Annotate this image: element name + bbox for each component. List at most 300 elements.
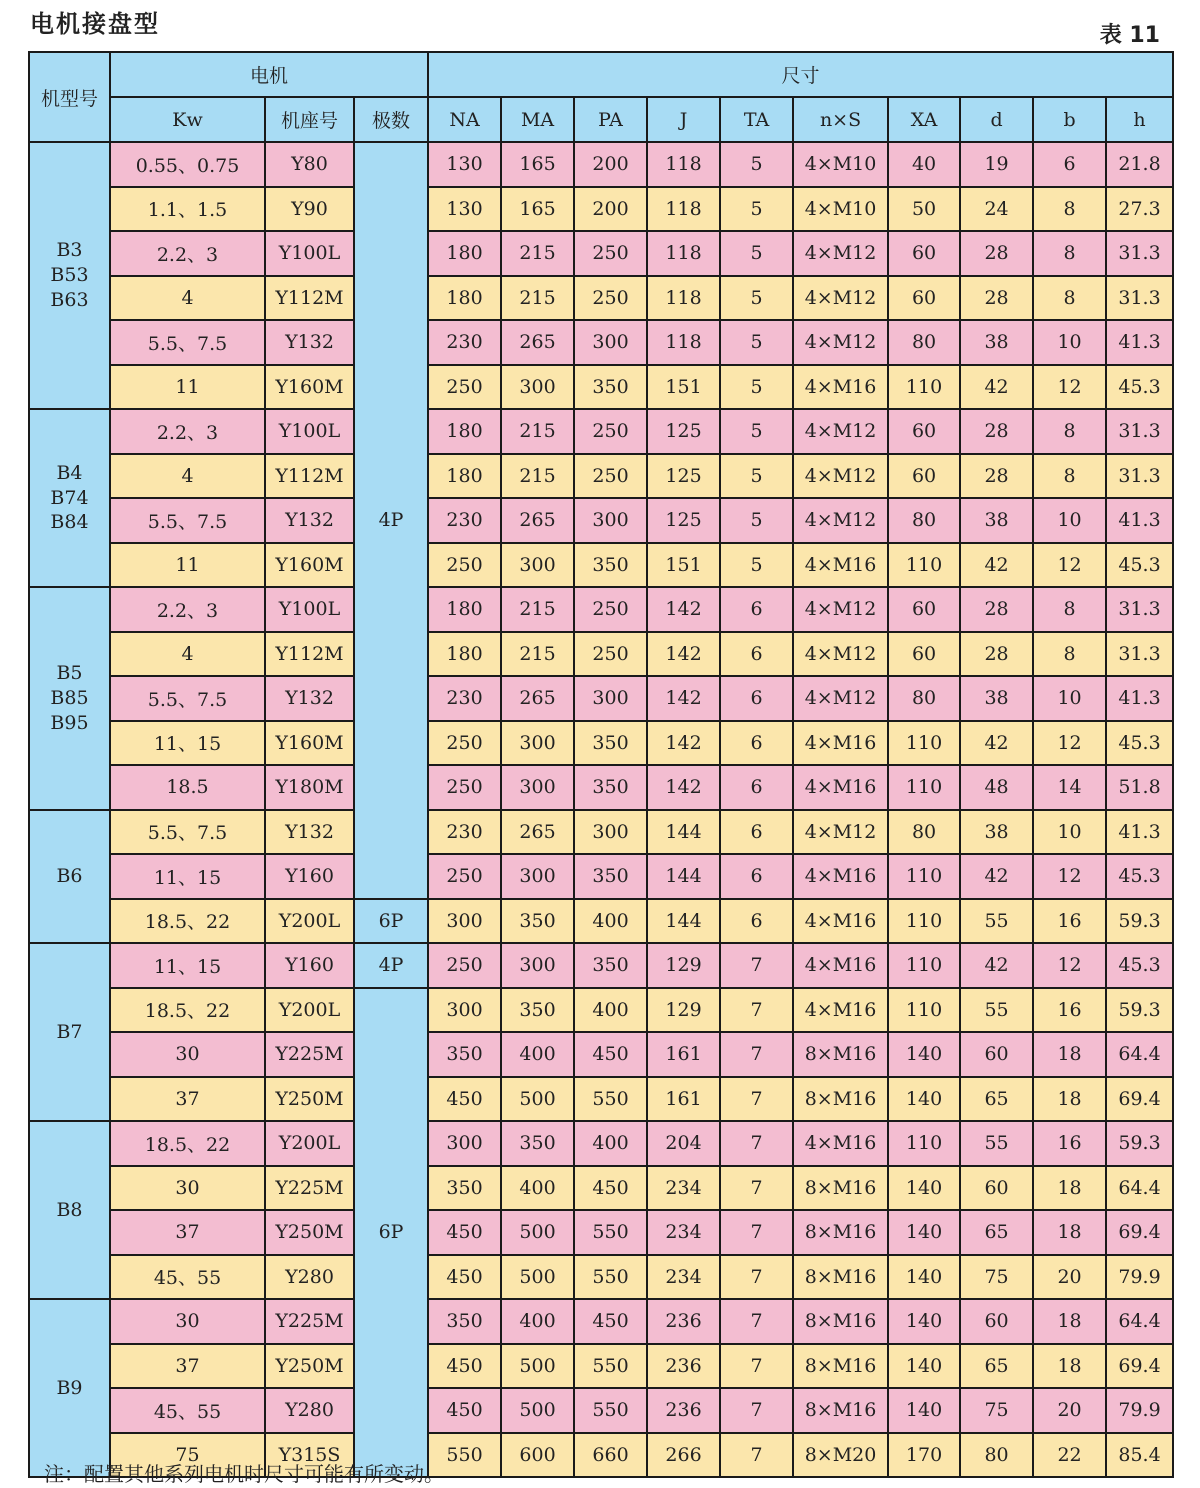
ma-cell: 500 xyxy=(501,1210,574,1255)
na-cell: 130 xyxy=(428,142,501,187)
b-cell: 6 xyxy=(1033,142,1106,187)
xa-cell: 60 xyxy=(888,231,960,276)
j-cell: 142 xyxy=(647,632,720,677)
h-cell: 41.3 xyxy=(1106,810,1173,855)
d-cell: 28 xyxy=(960,276,1033,321)
ma-cell: 500 xyxy=(501,1388,574,1433)
ma-cell: 350 xyxy=(501,899,574,944)
b-cell: 16 xyxy=(1033,899,1106,944)
ta-cell: 7 xyxy=(720,1388,793,1433)
b-cell: 10 xyxy=(1033,810,1106,855)
j-cell: 118 xyxy=(647,142,720,187)
nxs-cell: 4×M16 xyxy=(793,1121,888,1166)
nxs-cell: 4×M12 xyxy=(793,498,888,543)
b-cell: 8 xyxy=(1033,231,1106,276)
na-cell: 350 xyxy=(428,1166,501,1211)
d-cell: 65 xyxy=(960,1344,1033,1389)
xa-cell: 40 xyxy=(888,142,960,187)
pa-cell: 250 xyxy=(574,276,647,321)
frame-cell: Y250M xyxy=(265,1344,354,1389)
pa-cell: 450 xyxy=(574,1032,647,1077)
xa-cell: 80 xyxy=(888,498,960,543)
b-cell: 8 xyxy=(1033,632,1106,677)
type-label: B9 xyxy=(56,1376,83,1399)
h-cell: 85.4 xyxy=(1106,1433,1173,1478)
b-cell: 20 xyxy=(1033,1255,1106,1300)
table-row xyxy=(29,320,1173,365)
b-cell: 12 xyxy=(1033,854,1106,899)
pa-cell: 550 xyxy=(574,1255,647,1300)
h-cell: 31.3 xyxy=(1106,454,1173,499)
ta-cell: 5 xyxy=(720,320,793,365)
kw-cell: 18.5、22 xyxy=(110,899,265,944)
h-cell: 51.8 xyxy=(1106,765,1173,810)
pa-cell: 550 xyxy=(574,1344,647,1389)
b-cell: 18 xyxy=(1033,1344,1106,1389)
na-cell: 180 xyxy=(428,409,501,454)
kw-cell: 30 xyxy=(110,1032,265,1077)
h-cell: 45.3 xyxy=(1106,543,1173,588)
kw-cell: 11、15 xyxy=(110,943,265,988)
h-cell: 59.3 xyxy=(1106,899,1173,944)
frame-cell: Y200L xyxy=(265,988,354,1033)
j-cell: 125 xyxy=(647,454,720,499)
j-cell: 151 xyxy=(647,543,720,588)
dimension-table xyxy=(28,51,1174,1478)
ta-cell: 7 xyxy=(720,1166,793,1211)
b-cell: 18 xyxy=(1033,1032,1106,1077)
frame-cell: Y160M xyxy=(265,365,354,410)
j-cell: 118 xyxy=(647,231,720,276)
b-cell: 12 xyxy=(1033,543,1106,588)
ta-cell: 7 xyxy=(720,1255,793,1300)
d-cell: 75 xyxy=(960,1255,1033,1300)
ta-cell: 7 xyxy=(720,1299,793,1344)
b-cell: 14 xyxy=(1033,765,1106,810)
na-cell: 250 xyxy=(428,854,501,899)
kw-cell: 5.5、7.5 xyxy=(110,498,265,543)
pa-cell: 300 xyxy=(574,498,647,543)
j-cell: 125 xyxy=(647,409,720,454)
ta-cell: 5 xyxy=(720,365,793,410)
ta-cell: 6 xyxy=(720,632,793,677)
h-cell: 41.3 xyxy=(1106,320,1173,365)
table-row xyxy=(29,1077,1173,1122)
ta-cell: 6 xyxy=(720,765,793,810)
pole-cell: 6P xyxy=(354,988,428,1478)
b-cell: 8 xyxy=(1033,454,1106,499)
d-cell: 42 xyxy=(960,854,1033,899)
ma-cell: 400 xyxy=(501,1299,574,1344)
b-cell: 10 xyxy=(1033,498,1106,543)
na-cell: 230 xyxy=(428,320,501,365)
frame-cell: Y160M xyxy=(265,543,354,588)
h-cell: 64.4 xyxy=(1106,1032,1173,1077)
d-cell: 48 xyxy=(960,765,1033,810)
nxs-cell: 4×M16 xyxy=(793,899,888,944)
ta-cell: 6 xyxy=(720,810,793,855)
na-cell: 550 xyxy=(428,1433,501,1478)
frame-cell: Y160 xyxy=(265,854,354,899)
table-row xyxy=(29,721,1173,766)
table-row xyxy=(29,1121,1173,1166)
pa-cell: 250 xyxy=(574,454,647,499)
kw-cell: 37 xyxy=(110,1210,265,1255)
b-cell: 8 xyxy=(1033,587,1106,632)
nxs-cell: 4×M16 xyxy=(793,543,888,588)
type-label: B84 xyxy=(50,511,89,534)
table-row xyxy=(29,543,1173,588)
kw-cell: 5.5、7.5 xyxy=(110,676,265,721)
j-cell: 161 xyxy=(647,1077,720,1122)
frame-cell: Y100L xyxy=(265,409,354,454)
ma-cell: 500 xyxy=(501,1255,574,1300)
pa-cell: 250 xyxy=(574,587,647,632)
nxs-cell: 4×M12 xyxy=(793,231,888,276)
header-na: NA xyxy=(428,97,501,142)
b-cell: 12 xyxy=(1033,943,1106,988)
na-cell: 350 xyxy=(428,1299,501,1344)
frame-cell: Y112M xyxy=(265,276,354,321)
na-cell: 230 xyxy=(428,676,501,721)
frame-cell: Y200L xyxy=(265,899,354,944)
frame-cell: Y250M xyxy=(265,1210,354,1255)
footnote: 注：配置其他系列电机时尺寸可能有所变动。 xyxy=(44,1462,444,1486)
kw-cell: 37 xyxy=(110,1344,265,1389)
pa-cell: 250 xyxy=(574,409,647,454)
j-cell: 236 xyxy=(647,1299,720,1344)
h-cell: 41.3 xyxy=(1106,676,1173,721)
j-cell: 125 xyxy=(647,498,720,543)
header-type: 机型号 xyxy=(29,52,110,142)
ma-cell: 265 xyxy=(501,320,574,365)
frame-cell: Y280 xyxy=(265,1255,354,1300)
ta-cell: 7 xyxy=(720,1344,793,1389)
ma-cell: 350 xyxy=(501,988,574,1033)
header-kw: Kw xyxy=(110,97,265,142)
type-label: B63 xyxy=(50,288,89,311)
frame-cell: Y200L xyxy=(265,1121,354,1166)
b-cell: 12 xyxy=(1033,721,1106,766)
nxs-cell: 4×M16 xyxy=(793,365,888,410)
frame-cell: Y132 xyxy=(265,498,354,543)
kw-cell: 4 xyxy=(110,632,265,677)
d-cell: 55 xyxy=(960,899,1033,944)
na-cell: 230 xyxy=(428,810,501,855)
b-cell: 12 xyxy=(1033,365,1106,410)
pa-cell: 250 xyxy=(574,231,647,276)
ma-cell: 350 xyxy=(501,1121,574,1166)
table-row xyxy=(29,632,1173,677)
table-row xyxy=(29,1166,1173,1211)
ma-cell: 215 xyxy=(501,454,574,499)
na-cell: 180 xyxy=(428,276,501,321)
frame-cell: Y112M xyxy=(265,454,354,499)
j-cell: 118 xyxy=(647,276,720,321)
pa-cell: 200 xyxy=(574,187,647,232)
table-row xyxy=(29,854,1173,899)
pa-cell: 350 xyxy=(574,721,647,766)
b-cell: 10 xyxy=(1033,320,1106,365)
kw-cell: 30 xyxy=(110,1166,265,1211)
h-cell: 41.3 xyxy=(1106,498,1173,543)
frame-cell: Y132 xyxy=(265,676,354,721)
pa-cell: 660 xyxy=(574,1433,647,1478)
xa-cell: 80 xyxy=(888,320,960,365)
na-cell: 300 xyxy=(428,1121,501,1166)
header-ta: TA xyxy=(720,97,793,142)
kw-cell: 5.5、7.5 xyxy=(110,810,265,855)
xa-cell: 110 xyxy=(888,988,960,1033)
d-cell: 28 xyxy=(960,231,1033,276)
na-cell: 180 xyxy=(428,632,501,677)
pa-cell: 400 xyxy=(574,988,647,1033)
b-cell: 22 xyxy=(1033,1433,1106,1478)
pa-cell: 200 xyxy=(574,142,647,187)
ta-cell: 6 xyxy=(720,854,793,899)
nxs-cell: 8×M16 xyxy=(793,1344,888,1389)
na-cell: 300 xyxy=(428,899,501,944)
xa-cell: 140 xyxy=(888,1255,960,1300)
nxs-cell: 8×M16 xyxy=(793,1299,888,1344)
nxs-cell: 4×M16 xyxy=(793,854,888,899)
na-cell: 250 xyxy=(428,365,501,410)
na-cell: 180 xyxy=(428,587,501,632)
table-row xyxy=(29,810,1173,855)
table-row xyxy=(29,988,1173,1033)
nxs-cell: 4×M16 xyxy=(793,765,888,810)
xa-cell: 140 xyxy=(888,1077,960,1122)
table-row xyxy=(29,409,1173,454)
b-cell: 8 xyxy=(1033,276,1106,321)
na-cell: 450 xyxy=(428,1388,501,1433)
pa-cell: 550 xyxy=(574,1388,647,1433)
d-cell: 42 xyxy=(960,365,1033,410)
na-cell: 130 xyxy=(428,187,501,232)
b-cell: 18 xyxy=(1033,1166,1106,1211)
ma-cell: 300 xyxy=(501,765,574,810)
xa-cell: 110 xyxy=(888,854,960,899)
table-row xyxy=(29,899,1173,944)
type-label: B7 xyxy=(56,1020,83,1043)
h-cell: 69.4 xyxy=(1106,1077,1173,1122)
j-cell: 118 xyxy=(647,187,720,232)
h-cell: 45.3 xyxy=(1106,943,1173,988)
j-cell: 236 xyxy=(647,1344,720,1389)
xa-cell: 140 xyxy=(888,1388,960,1433)
frame-cell: Y250M xyxy=(265,1077,354,1122)
h-cell: 64.4 xyxy=(1106,1299,1173,1344)
kw-cell: 11、15 xyxy=(110,854,265,899)
header-j: J xyxy=(647,97,720,142)
j-cell: 204 xyxy=(647,1121,720,1166)
d-cell: 28 xyxy=(960,587,1033,632)
ma-cell: 215 xyxy=(501,409,574,454)
frame-cell: Y315S xyxy=(265,1433,354,1478)
d-cell: 55 xyxy=(960,988,1033,1033)
na-cell: 230 xyxy=(428,498,501,543)
pa-cell: 300 xyxy=(574,320,647,365)
b-cell: 18 xyxy=(1033,1299,1106,1344)
pa-cell: 550 xyxy=(574,1210,647,1255)
d-cell: 28 xyxy=(960,454,1033,499)
d-cell: 42 xyxy=(960,721,1033,766)
h-cell: 45.3 xyxy=(1106,365,1173,410)
header-pa: PA xyxy=(574,97,647,142)
kw-cell: 2.2、3 xyxy=(110,587,265,632)
d-cell: 65 xyxy=(960,1210,1033,1255)
h-cell: 69.4 xyxy=(1106,1210,1173,1255)
j-cell: 234 xyxy=(647,1255,720,1300)
header-h: h xyxy=(1106,97,1173,142)
type-label: B53 xyxy=(50,264,89,287)
j-cell: 144 xyxy=(647,899,720,944)
ma-cell: 165 xyxy=(501,142,574,187)
na-cell: 180 xyxy=(428,231,501,276)
h-cell: 79.9 xyxy=(1106,1255,1173,1300)
ta-cell: 6 xyxy=(720,899,793,944)
b-cell: 18 xyxy=(1033,1077,1106,1122)
ta-cell: 6 xyxy=(720,587,793,632)
ma-cell: 400 xyxy=(501,1166,574,1211)
b-cell: 18 xyxy=(1033,1210,1106,1255)
xa-cell: 60 xyxy=(888,454,960,499)
type-label: B74 xyxy=(50,486,89,509)
h-cell: 21.8 xyxy=(1106,142,1173,187)
d-cell: 42 xyxy=(960,543,1033,588)
d-cell: 38 xyxy=(960,676,1033,721)
d-cell: 55 xyxy=(960,1121,1033,1166)
header-frame: 机座号 xyxy=(265,97,354,142)
ta-cell: 5 xyxy=(720,231,793,276)
j-cell: 144 xyxy=(647,854,720,899)
kw-cell: 2.2、3 xyxy=(110,231,265,276)
header-row-2 xyxy=(29,97,1173,142)
ma-cell: 165 xyxy=(501,187,574,232)
kw-cell: 1.1、1.5 xyxy=(110,187,265,232)
table-row xyxy=(29,276,1173,321)
ma-cell: 300 xyxy=(501,543,574,588)
na-cell: 450 xyxy=(428,1344,501,1389)
header-ma: MA xyxy=(501,97,574,142)
ma-cell: 300 xyxy=(501,365,574,410)
type-label: B85 xyxy=(50,686,89,709)
table-number: 表 11 xyxy=(1099,23,1160,48)
d-cell: 80 xyxy=(960,1433,1033,1478)
type-cell xyxy=(29,943,110,1121)
j-cell: 161 xyxy=(647,1032,720,1077)
header-nxs: n×S xyxy=(793,97,888,142)
ma-cell: 215 xyxy=(501,231,574,276)
kw-cell: 45、55 xyxy=(110,1255,265,1300)
pa-cell: 350 xyxy=(574,765,647,810)
na-cell: 180 xyxy=(428,454,501,499)
ma-cell: 265 xyxy=(501,676,574,721)
pole-cell: 4P xyxy=(354,943,428,988)
h-cell: 45.3 xyxy=(1106,854,1173,899)
table-row xyxy=(29,142,1173,187)
nxs-cell: 4×M12 xyxy=(793,454,888,499)
kw-cell: 4 xyxy=(110,276,265,321)
j-cell: 234 xyxy=(647,1166,720,1211)
d-cell: 38 xyxy=(960,320,1033,365)
frame-cell: Y280 xyxy=(265,1388,354,1433)
pa-cell: 550 xyxy=(574,1077,647,1122)
nxs-cell: 4×M10 xyxy=(793,187,888,232)
d-cell: 19 xyxy=(960,142,1033,187)
nxs-cell: 4×M16 xyxy=(793,943,888,988)
table-row xyxy=(29,365,1173,410)
nxs-cell: 4×M12 xyxy=(793,676,888,721)
na-cell: 450 xyxy=(428,1210,501,1255)
table-row xyxy=(29,943,1173,988)
nxs-cell: 4×M10 xyxy=(793,142,888,187)
ta-cell: 7 xyxy=(720,1077,793,1122)
ta-cell: 7 xyxy=(720,1032,793,1077)
xa-cell: 140 xyxy=(888,1210,960,1255)
pole-cell: 6P xyxy=(354,899,428,944)
ta-cell: 5 xyxy=(720,454,793,499)
j-cell: 142 xyxy=(647,587,720,632)
h-cell: 31.3 xyxy=(1106,409,1173,454)
kw-cell: 18.5 xyxy=(110,765,265,810)
ma-cell: 500 xyxy=(501,1077,574,1122)
type-label: B4 xyxy=(56,461,83,484)
pa-cell: 300 xyxy=(574,810,647,855)
na-cell: 450 xyxy=(428,1077,501,1122)
d-cell: 75 xyxy=(960,1388,1033,1433)
nxs-cell: 4×M12 xyxy=(793,810,888,855)
na-cell: 450 xyxy=(428,1255,501,1300)
header-poles: 极数 xyxy=(354,97,428,142)
table-row xyxy=(29,1032,1173,1077)
d-cell: 24 xyxy=(960,187,1033,232)
ta-cell: 6 xyxy=(720,721,793,766)
h-cell: 59.3 xyxy=(1106,988,1173,1033)
j-cell: 266 xyxy=(647,1433,720,1478)
header-b: b xyxy=(1033,97,1106,142)
xa-cell: 140 xyxy=(888,1166,960,1211)
ma-cell: 265 xyxy=(501,810,574,855)
xa-cell: 110 xyxy=(888,765,960,810)
table-row xyxy=(29,676,1173,721)
kw-cell: 37 xyxy=(110,1077,265,1122)
xa-cell: 80 xyxy=(888,676,960,721)
xa-cell: 110 xyxy=(888,1121,960,1166)
h-cell: 59.3 xyxy=(1106,1121,1173,1166)
ta-cell: 7 xyxy=(720,1121,793,1166)
h-cell: 64.4 xyxy=(1106,1166,1173,1211)
d-cell: 38 xyxy=(960,810,1033,855)
h-cell: 31.3 xyxy=(1106,276,1173,321)
ta-cell: 7 xyxy=(720,1433,793,1478)
nxs-cell: 4×M16 xyxy=(793,988,888,1033)
type-cell xyxy=(29,1121,110,1299)
ma-cell: 500 xyxy=(501,1344,574,1389)
type-cell xyxy=(29,1299,110,1477)
nxs-cell: 4×M12 xyxy=(793,587,888,632)
nxs-cell: 8×M20 xyxy=(793,1433,888,1478)
kw-cell: 75 xyxy=(110,1433,265,1478)
xa-cell: 60 xyxy=(888,409,960,454)
kw-cell: 18.5、22 xyxy=(110,988,265,1033)
table-row xyxy=(29,765,1173,810)
j-cell: 129 xyxy=(647,943,720,988)
pa-cell: 350 xyxy=(574,854,647,899)
header-row-1 xyxy=(29,52,1173,97)
na-cell: 250 xyxy=(428,543,501,588)
pa-cell: 400 xyxy=(574,1121,647,1166)
